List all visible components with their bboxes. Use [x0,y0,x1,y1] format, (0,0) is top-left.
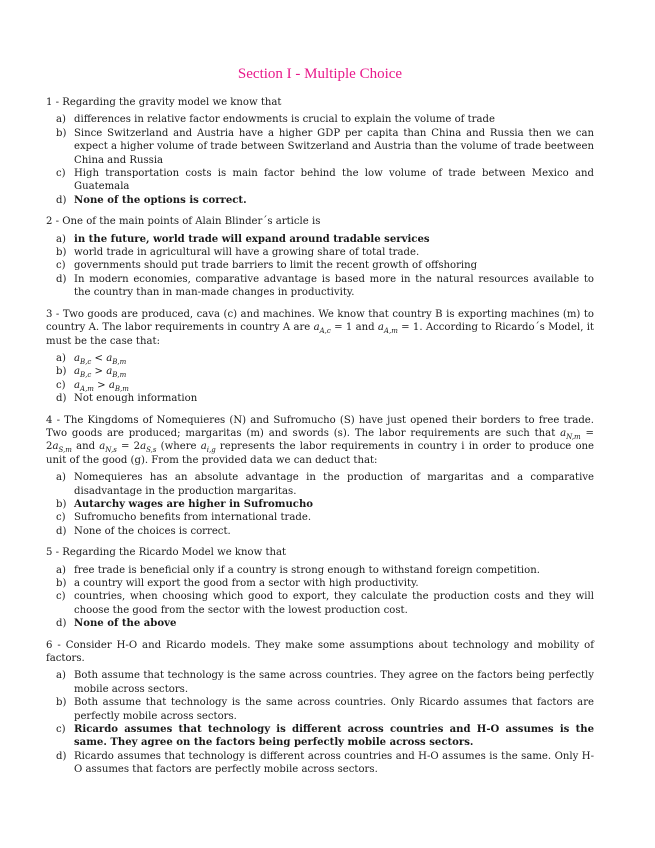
question-1 [46,96,594,207]
question-1-option-d-correct: d) None of the options is correct. [56,194,247,206]
question-3 [46,308,594,406]
question-1-option-a: a) differences in relative factor endowments is crucial to explain the volume of trade [56,114,495,126]
question-3-option-a: a) $a_{B,c} < a_{B,m}$ [56,352,127,366]
question-6 [46,639,594,777]
section-title: Section I - Multiple Choice [237,66,403,82]
question-3-option-c: c) $a_{A,m} > a_{B,m}$ [56,379,129,393]
question-4-option-b-correct: b) Autarchy wages are higher in Sufromucho [56,498,314,510]
question-5-option-d-correct: d) None of the above [56,618,177,630]
question-5-option-c: c) countries, when choosing which good to export, they calculate the production costs and they will choose the good from the sector with the lowest production cost. [56,591,594,616]
question-2-option-c: c) governments should put trade barriers to limit the recent growth of offshoring [56,260,478,272]
question-3-stem: 3 - Two goods are produced, cava (c) and machines. We know that country B is exporting machines (m) to country A. The labor requirements in country A are $a_{A,c} = 1$ and $a_{A,m} = 1$. According to Ricardo´s Model, it must be the case that: [46,308,594,347]
question-1-option-b: b) Since Switzerland and Austria have a higher GDP per capita than China and Russia then we can expect a higher volume of trade between Switzerland and Austria than the volume of trade beetween China and Russia [56,127,594,166]
question-2 [46,215,594,299]
question-1-option-c: c) High transportation costs is main factor behind the low volume of trade between Mexico and Guatemala [56,168,594,193]
question-6-option-a: a) Both assume that technology is the same across countries. They agree on the factors being perfectly mobile across sectors. [56,670,594,695]
question-6-option-b: b) Both assume that technology is the same across countries. Only Ricardo assumes that factors are perfectly mobile across sectors. [56,697,594,722]
question-4-option-d: d) None of the choices is correct. [56,525,231,537]
question-5 [46,546,594,630]
question-3-option-b: b) $a_{B,c} > a_{B,m}$ [56,366,127,380]
question-2-option-b: b) world trade in agricultural will have a growing share of total trade. [56,247,420,259]
question-6-option-d: d) Ricardo assumes that technology is different across countries and H-O assumes is the same. Only H-O assumes that factors are perfectly mobile across sectors. [56,750,594,776]
question-4-option-a: a) Nomequieres has an absolute advantage in the production of margaritas and a comparative disadvantage in the production margaritas. [56,472,594,497]
question-5-stem: 5 - Regarding the Ricardo Model we know that [46,547,287,559]
question-2-option-d: d) In modern economies, comparative advantage is based more in the natural resources available to the country than in man-made changes in productivity. [56,273,594,299]
question-5-option-a: a) free trade is beneficial only if a country is strong enough to withstand foreign competition. [56,564,540,576]
question-4-option-c: c) Sufromucho benefits from international trade. [56,512,312,524]
question-4-stem: 4 - The Kingdoms of Nomequieres (N) and Sufromucho (S) have just opened their borders to free trade. Two goods are produced; margaritas (m) and swords (s). The labor requirements are such that $a_{N,m} = 2a_{S,m}$ and $a_{N,s} = 2a_{S,s}$ (where $a_{i,g}$ represents the labor requirements in country i in order to produce one unit of the good (g). From the provided data we can deduct that: [46,414,595,466]
question-6-option-c-correct: c) Ricardo assumes that technology is different across countries and H-O assumes is the same. They agree on the factors being perfectly mobile across sectors. [56,724,594,749]
question-2-stem: 2 - One of the main points of Alain Blinder´s article is [46,216,321,228]
question-5-option-b: b) a country will export the good from a sector with high productivity. [56,578,419,589]
question-4 [46,414,594,539]
question-6-stem: 6 - Consider H-O and Ricardo models. They make some assumptions about technology and mobility of factors. [46,639,594,665]
question-list [46,96,594,785]
question-2-option-a-correct: a) in the future, world trade will expand around tradable services [56,233,430,245]
question-1-stem: 1 - Regarding the gravity model we know that [46,97,282,108]
question-3-option-d: d) Not enough information [56,393,198,405]
